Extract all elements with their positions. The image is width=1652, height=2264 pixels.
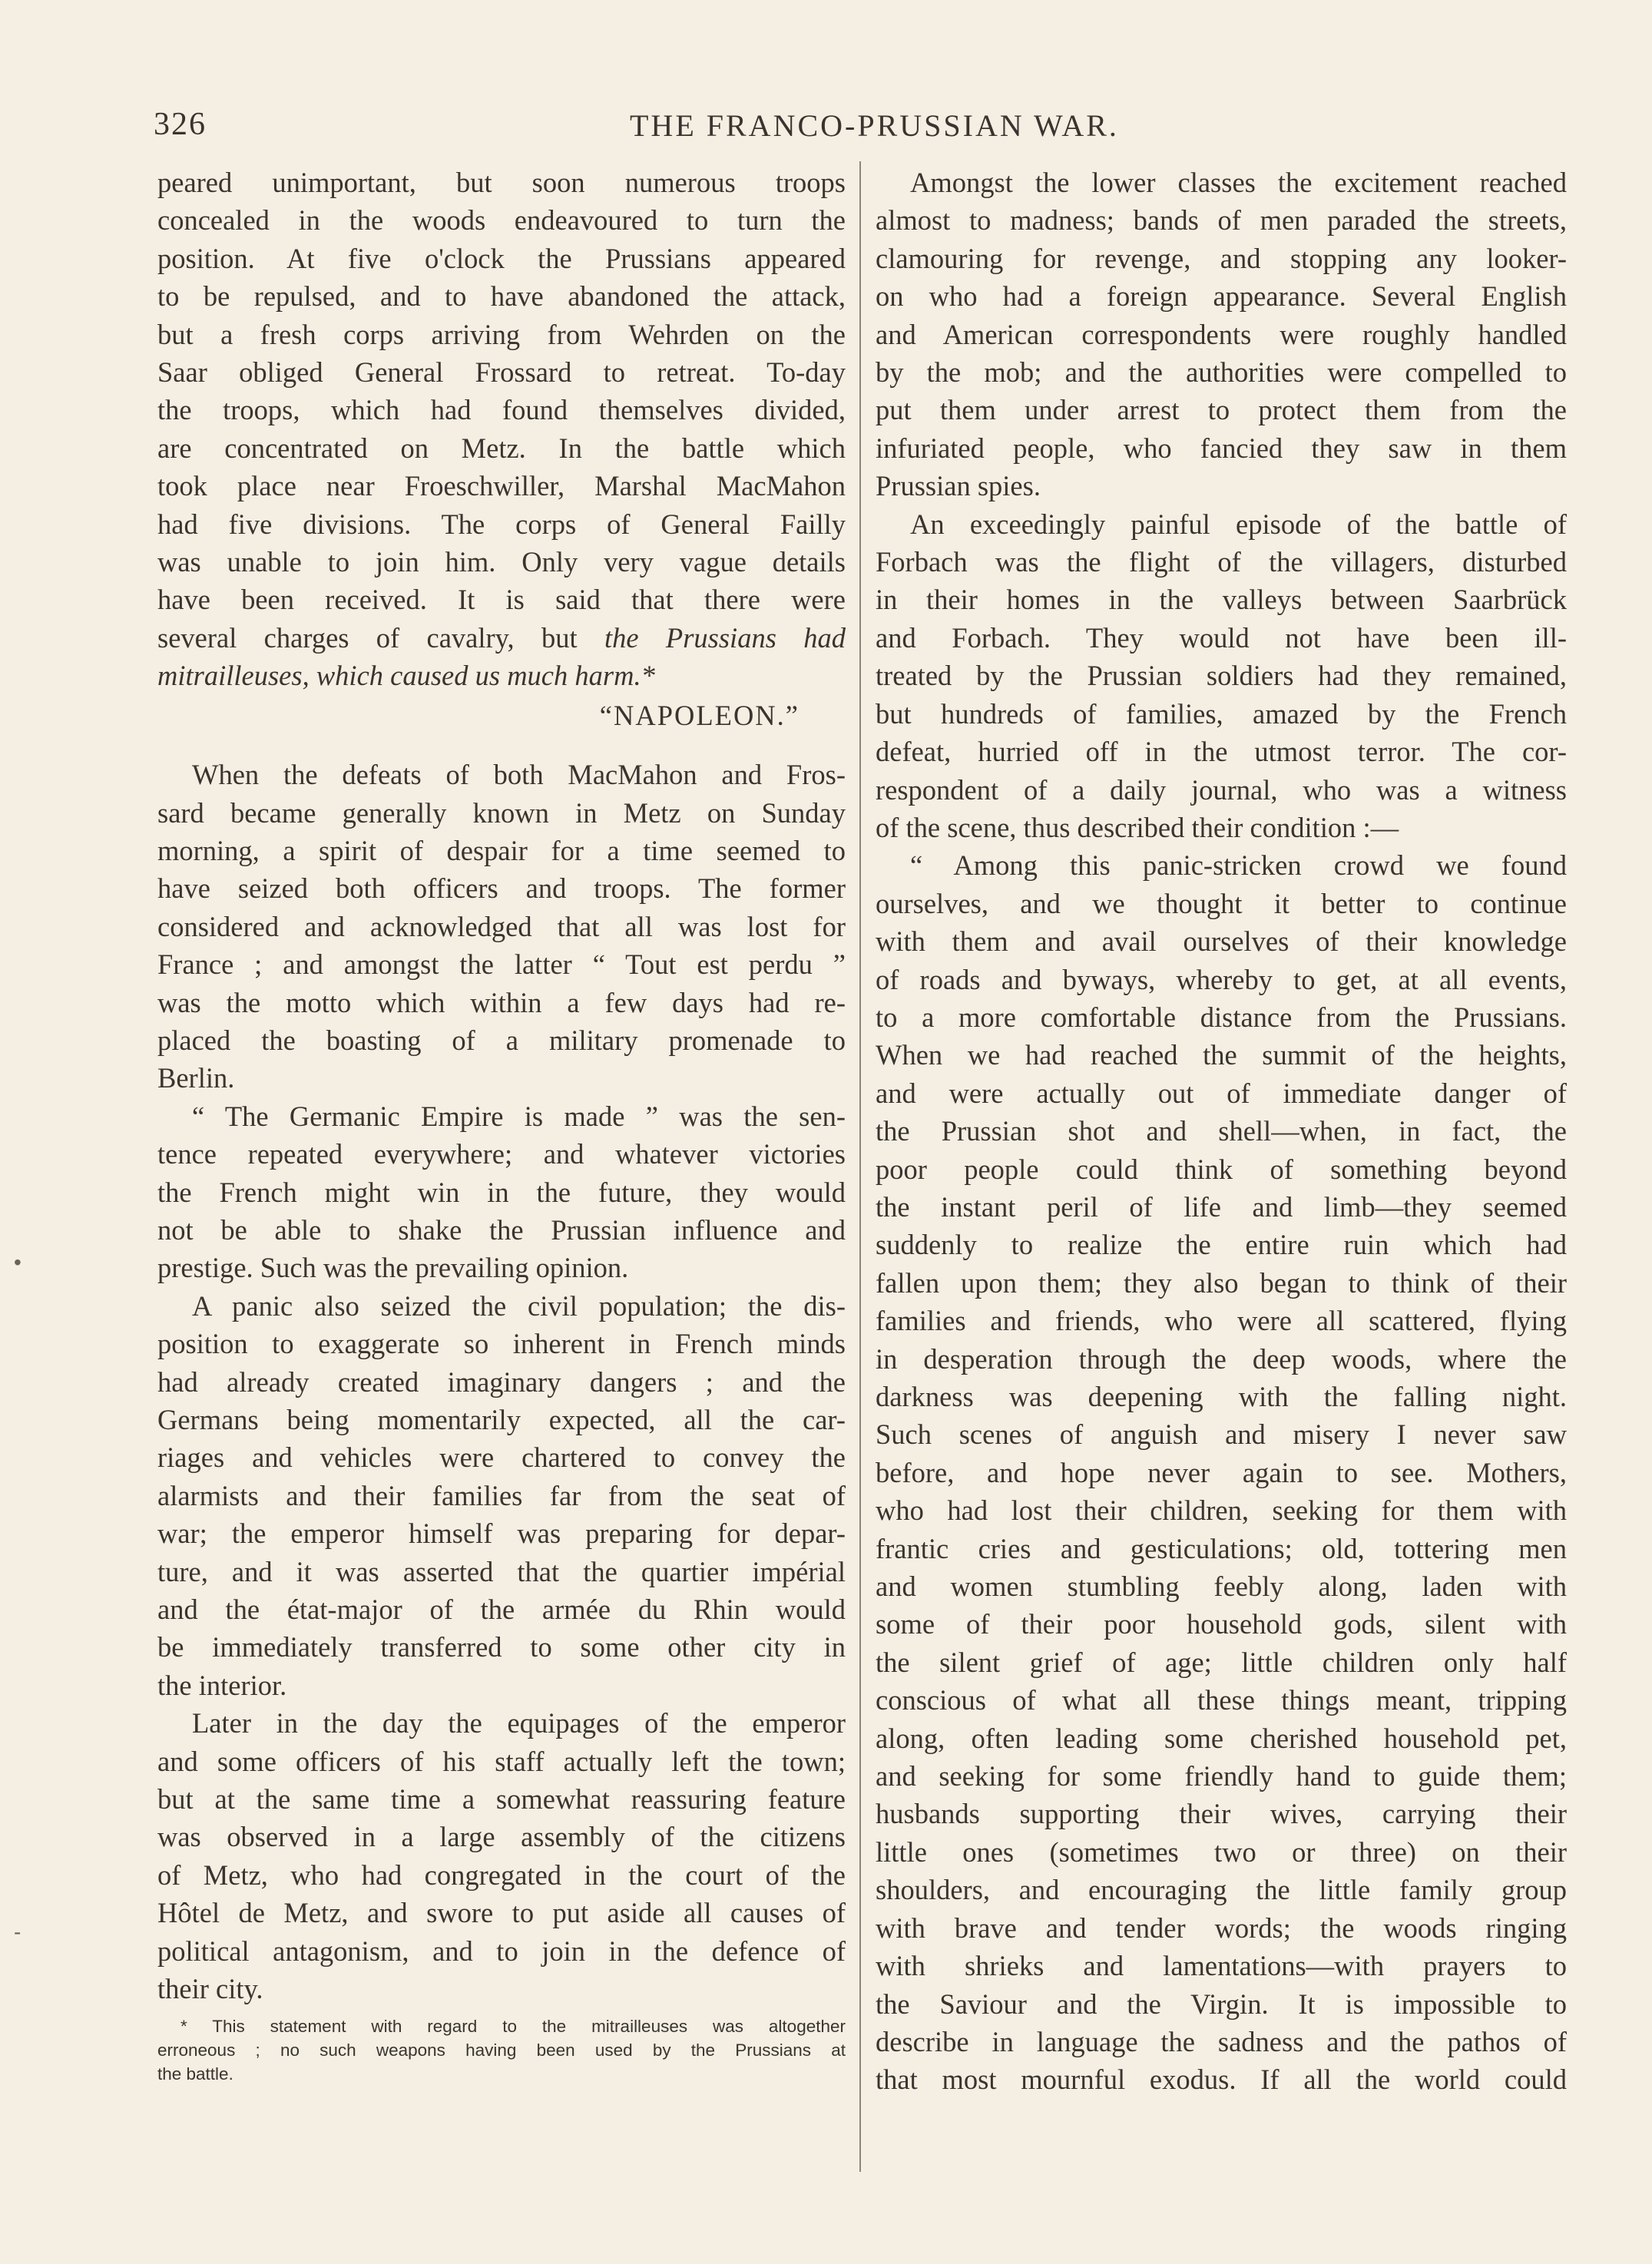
paragraph-right-2 [876, 505, 1567, 847]
text-line: not be able to shake the Prussian influence and [157, 1213, 846, 1246]
text-line: Prussian spies. [876, 470, 1041, 502]
text-line: before, and hope never again to see. Mothers, [876, 1456, 1567, 1488]
text-line: fallen upon them; they also began to think of their [876, 1266, 1567, 1299]
footnote [157, 2014, 846, 2086]
text-line: and American correspondents were roughly handled [876, 318, 1567, 350]
text-line: “ Among this panic-stricken crowd we found [910, 849, 1567, 882]
text-line: and some officers of his staff actually left the town; [157, 1745, 846, 1777]
paragraph-left-3 [157, 1097, 846, 1287]
text-line: position. At five o'clock the Prussians appeared [157, 242, 846, 274]
text-line: in desperation through the deep woods, where the [876, 1342, 1567, 1375]
text-line: Later in the day the equipages of the emperor [192, 1707, 846, 1739]
italic-segment: the Prussians had [604, 621, 846, 654]
text-line: put them under arrest to protect them from the [876, 394, 1567, 426]
italic-text-line: mitrailleuses, which caused us much harm.* [157, 660, 655, 692]
text-line: A panic also seized the civil population; the dis- [192, 1289, 846, 1322]
right-column [876, 164, 1567, 2099]
text-line: the troops, which had found themselves divided, [157, 394, 846, 426]
text-line: along, often leading some cherished household pet, [876, 1722, 1567, 1754]
paragraph-left-2 [157, 756, 846, 1097]
text-line: When the defeats of both MacMahon and Fros- [192, 759, 846, 791]
text-line: and the état-major of the armée du Rhin would [157, 1594, 846, 1626]
text-line: with them and avail ourselves of their knowledge [876, 925, 1567, 958]
text-line-mixed [157, 619, 846, 657]
text-line: was the motto which within a few days had re- [157, 986, 846, 1018]
text-line: shoulders, and encouraging the little family group [876, 1874, 1567, 1906]
text-line: defeat, hurried off in the utmost terror. The cor- [876, 736, 1567, 768]
text-line: little ones (sometimes two or three) on their [876, 1835, 1567, 1868]
text-line: Forbach was the flight of the villagers, disturbed [876, 546, 1567, 578]
text-line: treated by the Prussian soldiers had they remained, [876, 660, 1567, 692]
text-line: with brave and tender words; the woods ringing [876, 1911, 1567, 1944]
text-line: but at the same time a somewhat reassuring feature [157, 1783, 846, 1816]
text-line: be immediately transferred to some other city in [157, 1631, 846, 1663]
text-line: Saar obliged General Frossard to retreat. To-day [157, 356, 846, 389]
text-line: peared unimportant, but soon numerous troops [157, 167, 846, 198]
footnote-line: * This statement with regard to the mitrailleuses was altogether [180, 2016, 846, 2036]
paragraph-left-4 [157, 1287, 846, 1704]
text-line: their city. [157, 1973, 263, 2005]
text-line: conscious of what all these things meant, tripping [876, 1684, 1567, 1716]
text-line: and Forbach. They would not have been ill- [876, 621, 1567, 654]
footnote-line: the battle. [157, 2064, 233, 2084]
text-line: that most mournful exodus. If all the world could [876, 2064, 1567, 2096]
text-line: describe in language the sadness and the pathos of [876, 2025, 1567, 2057]
text-line: of the scene, thus described their condition :— [876, 811, 1399, 843]
text-line: the silent grief of age; little children only half [876, 1646, 1567, 1678]
left-column [157, 164, 846, 2086]
text-line: concealed in the woods endeavoured to turn the [157, 204, 846, 237]
text-line: France ; and amongst the latter “ Tout est perdu ” [157, 948, 846, 981]
text-line: and seeking for some friendly hand to guide them; [876, 1760, 1567, 1792]
margin-mark-dash: - [14, 1920, 22, 1944]
text-line: clamouring for revenge, and stopping any looker- [876, 242, 1567, 274]
text-line: have been received. It is said that there were [157, 584, 846, 616]
section-gap [157, 734, 846, 756]
text-line: families and friends, who were all scattered, flying [876, 1305, 1567, 1337]
text-line: to be repulsed, and to have abandoned the attack, [157, 280, 846, 313]
text-line: the Saviour and the Virgin. It is impossible to [876, 1988, 1567, 2020]
text-line: considered and acknowledged that all was lost for [157, 910, 846, 942]
text-line: prestige. Such was the prevailing opinion. [157, 1252, 629, 1284]
text-segment: several charges of cavalry, but [157, 621, 578, 654]
text-line: had five divisions. The corps of General Failly [157, 508, 846, 540]
text-line: tence repeated everywhere; and whatever victories [157, 1138, 846, 1170]
text-line: When we had reached the summit of the heights, [876, 1039, 1567, 1071]
text-line: are concentrated on Metz. In the battle which [157, 432, 846, 464]
text-line: “ The Germanic Empire is made ” was the sen- [192, 1100, 846, 1132]
text-line: by the mob; and the authorities were compelled to [876, 356, 1567, 389]
text-line: poor people could think of something beyond [876, 1153, 1567, 1185]
text-line: Germans being momentarily expected, all the car- [157, 1404, 846, 1435]
text-line: and were actually out of immediate danger of [876, 1077, 1567, 1109]
text-line: Berlin. [157, 1062, 235, 1094]
text-line: frantic cries and gesticulations; old, tottering men [876, 1532, 1567, 1564]
text-line: of roads and byways, whereby to get, at all events, [876, 963, 1567, 995]
text-line: took place near Froeschwiller, Marshal MacMahon [157, 470, 846, 502]
text-line: morning, a spirit of despair for a time seemed to [157, 834, 846, 866]
text-line: have seized both officers and troops. The former [157, 872, 846, 905]
text-line: sard became generally known in Metz on Sunday [157, 796, 846, 829]
text-line: alarmists and their families far from the seat of [157, 1479, 846, 1511]
text-line: placed the boasting of a military promenade to [157, 1024, 846, 1056]
text-line: the Prussian shot and shell—when, in fact, the [876, 1115, 1567, 1147]
text-line: respondent of a daily journal, who was a witness [876, 773, 1567, 806]
text-line: but hundreds of families, amazed by the French [876, 697, 1567, 730]
text-line: had already created imaginary dangers ; and the [157, 1365, 846, 1398]
text-line: Such scenes of anguish and misery I never saw [876, 1418, 1567, 1451]
text-line: riages and vehicles were chartered to convey the [157, 1441, 846, 1474]
text-line: husbands supporting their wives, carrying their [876, 1798, 1567, 1830]
paragraph-right-3 [876, 846, 1567, 2098]
text-line: was observed in a large assembly of the citizens [157, 1821, 846, 1853]
text-line: ourselves, and we thought it better to continue [876, 887, 1567, 919]
text-line: with shrieks and lamentations—with prayers to [876, 1950, 1567, 1982]
text-line: the French might win in the future, they would [157, 1176, 846, 1208]
paragraph-left-1 [157, 164, 846, 695]
page-number: 326 [154, 107, 207, 142]
text-line: of Metz, who had congregated in the court of the [157, 1859, 846, 1891]
text-line: some of their poor household gods, silent with [876, 1608, 1567, 1640]
text-line: position to exaggerate so inherent in French minds [157, 1328, 846, 1360]
margin-mark-bullet: • [14, 1250, 22, 1274]
text-line: and women stumbling feebly along, laden with [876, 1571, 1567, 1603]
text-line: An exceedingly painful episode of the battle of [910, 508, 1567, 540]
text-line: political antagonism, and to join in the defence of [157, 1935, 846, 1967]
text-line: but a fresh corps arriving from Wehrden on the [157, 318, 846, 350]
text-line: the interior. [157, 1669, 287, 1701]
text-line: infuriated people, who fancied they saw in them [876, 432, 1567, 464]
paragraph-right-1 [876, 164, 1567, 505]
text-line: on who had a foreign appearance. Several English [876, 280, 1567, 313]
text-line: to a more comfortable distance from the Prussians. [876, 1001, 1567, 1033]
column-divider [859, 161, 861, 2172]
running-title: THE FRANCO-PRUSSIAN WAR. [630, 108, 1119, 143]
text-line: suddenly to realize the entire ruin which had [876, 1229, 1567, 1261]
text-line: in their homes in the valleys between Saarbrück [876, 584, 1567, 616]
footnote-line: erroneous ; no such weapons having been used by the Prussians at [157, 2040, 846, 2060]
text-line: Amongst the lower classes the excitement reached [910, 167, 1567, 198]
text-line: the instant peril of life and limb—they seemed [876, 1190, 1567, 1223]
paragraph-left-5 [157, 1704, 846, 2007]
text-line: darkness was deepening with the falling night. [876, 1381, 1567, 1412]
text-line: war; the emperor himself was preparing for depar- [157, 1518, 846, 1550]
napoleon-signature: “NAPOLEON.” [599, 699, 800, 731]
text-line: who had lost their children, seeking for them with [876, 1494, 1567, 1527]
text-line: ture, and it was asserted that the quartier impérial [157, 1555, 846, 1587]
text-line: almost to madness; bands of men paraded the streets, [876, 204, 1567, 237]
text-line: was unable to join him. Only very vague details [157, 546, 846, 578]
text-line: Hôtel de Metz, and swore to put aside all causes of [157, 1897, 846, 1929]
